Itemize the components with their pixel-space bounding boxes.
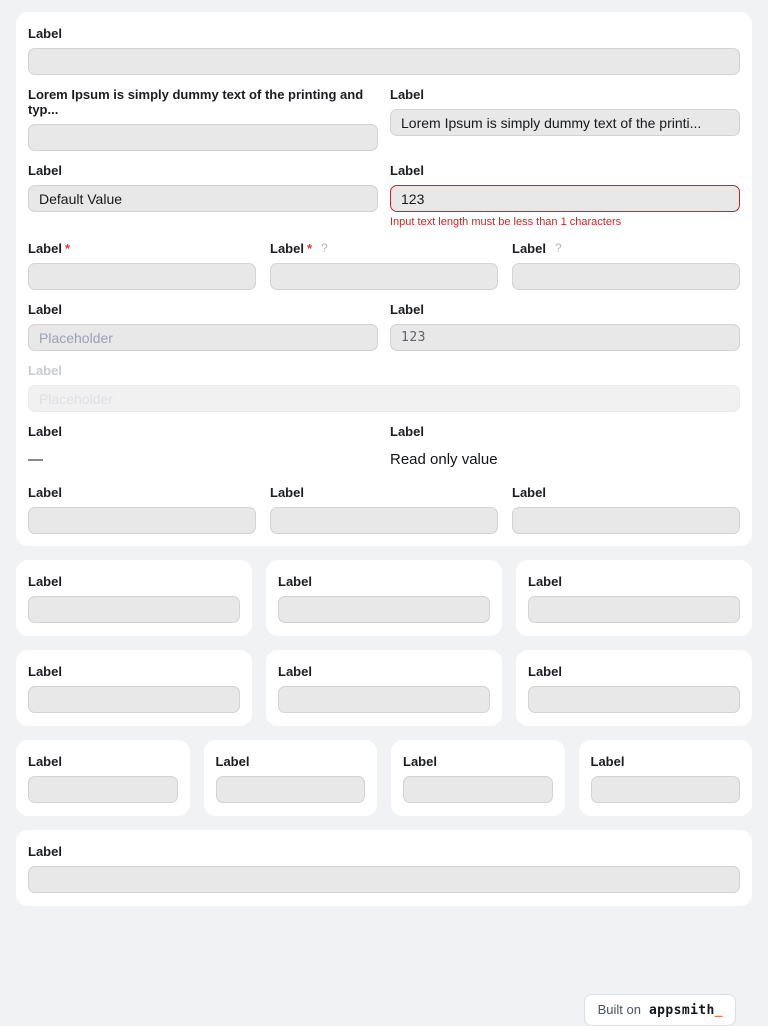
field-required	[28, 241, 256, 290]
field-basic	[28, 26, 740, 75]
label-text: Label	[28, 241, 62, 256]
field-label	[28, 302, 378, 317]
label-text: Label	[28, 163, 62, 178]
field-plain-1	[28, 485, 256, 534]
label-text: Label	[28, 485, 62, 500]
text-input-card-a2[interactable]	[278, 596, 490, 623]
label-text: Label	[28, 664, 62, 679]
form-row-3	[28, 163, 740, 229]
field-tooltip	[512, 241, 740, 290]
field-label	[270, 241, 498, 256]
field-label	[28, 664, 240, 679]
input-card	[266, 560, 502, 636]
label-text: Label	[28, 844, 62, 859]
form-row-1	[28, 26, 740, 75]
text-input-plain-3[interactable]	[512, 507, 740, 534]
form-row-8	[28, 485, 740, 534]
text-input-card-a1[interactable]	[28, 596, 240, 623]
required-asterisk-icon: *	[64, 241, 71, 256]
text-input-basic[interactable]	[28, 48, 740, 75]
input-card	[16, 650, 252, 726]
label-text: Label	[278, 664, 312, 679]
field-label	[528, 574, 740, 589]
label-text: Label	[270, 241, 304, 256]
appsmith-logo-cursor-icon: _	[714, 1003, 723, 1018]
text-input-card-b2[interactable]	[278, 686, 490, 713]
form-row-6	[28, 363, 740, 412]
text-input-long-label[interactable]	[28, 124, 378, 151]
field-label	[28, 363, 740, 378]
field-default-value	[28, 163, 378, 212]
text-input-card-b3[interactable]	[528, 686, 740, 713]
label-text: Label	[390, 87, 424, 102]
footer	[0, 994, 736, 1026]
field-label	[216, 754, 366, 769]
label-text: Label	[28, 26, 62, 41]
field-required-tooltip	[270, 241, 498, 290]
text-input-card-c3[interactable]	[403, 776, 553, 803]
card-row-c	[16, 740, 752, 816]
text-input-card-c1[interactable]	[28, 776, 178, 803]
field-label	[390, 424, 740, 439]
field-error	[390, 163, 740, 229]
text-input-card-b1[interactable]	[28, 686, 240, 713]
label-text: Label	[512, 485, 546, 500]
field-label	[28, 754, 178, 769]
field-placeholder	[28, 302, 378, 351]
form-row-2	[28, 87, 740, 151]
field-label	[28, 485, 256, 500]
text-input-default-value[interactable]	[28, 185, 378, 212]
field-label	[28, 574, 240, 589]
input-card	[266, 650, 502, 726]
input-card	[579, 740, 753, 816]
field-long-label	[28, 87, 378, 151]
text-input-card-c4[interactable]	[591, 776, 741, 803]
text-input-card-c2[interactable]	[216, 776, 366, 803]
text-input-full-width[interactable]	[28, 866, 740, 893]
field-label	[270, 485, 498, 500]
label-text: Lorem Ipsum is simply dummy text of the printing and typ...	[28, 87, 364, 117]
label-text: Label	[28, 363, 62, 378]
input-card	[204, 740, 378, 816]
form-row-7	[28, 424, 740, 473]
label-text: Label	[28, 424, 62, 439]
input-card	[516, 650, 752, 726]
field-disabled	[28, 363, 740, 412]
field-label	[28, 163, 378, 178]
field-label	[403, 754, 553, 769]
field-label	[512, 485, 740, 500]
label-text: Label	[28, 302, 62, 317]
appsmith-logo: appsmith_	[648, 1003, 723, 1018]
text-input-disabled	[28, 385, 740, 412]
canvas	[0, 12, 768, 1026]
field-readonly-empty	[28, 424, 378, 473]
help-icon[interactable]: ?	[554, 241, 562, 255]
field-label	[390, 87, 740, 102]
input-card	[16, 560, 252, 636]
field-label	[512, 241, 740, 256]
label-text: Label	[403, 754, 437, 769]
field-label	[390, 302, 740, 317]
field-label	[278, 664, 490, 679]
text-input-plain-1[interactable]	[28, 507, 256, 534]
field-label	[278, 574, 490, 589]
label-text: Label	[28, 574, 62, 589]
readonly-value: Read only value	[390, 451, 498, 468]
label-text: Label	[390, 424, 424, 439]
text-input-plain-2[interactable]	[270, 507, 498, 534]
input-card	[391, 740, 565, 816]
field-long-value	[390, 87, 740, 136]
number-input[interactable]	[390, 324, 740, 351]
field-plain-2	[270, 485, 498, 534]
text-input-placeholder[interactable]	[28, 324, 378, 351]
required-asterisk-icon: *	[306, 241, 313, 256]
field-number	[390, 302, 740, 351]
text-input-required[interactable]	[28, 263, 256, 290]
input-card	[16, 740, 190, 816]
readonly-empty-value: —	[28, 451, 43, 468]
field-label	[28, 424, 378, 439]
field-plain-3	[512, 485, 740, 534]
full-width-input-card	[16, 830, 752, 906]
field-readonly	[390, 424, 740, 473]
card-row-a	[16, 560, 752, 636]
field-label	[591, 754, 741, 769]
label-text: Label	[390, 302, 424, 317]
label-text: Label	[390, 163, 424, 178]
field-label	[28, 241, 256, 256]
label-text: Label	[528, 664, 562, 679]
text-input-card-a3[interactable]	[528, 596, 740, 623]
form-row-4	[28, 241, 740, 290]
field-label	[28, 87, 378, 117]
built-on-text: Built on	[597, 1002, 641, 1017]
text-input-required-tooltip[interactable]	[270, 263, 498, 290]
text-input-long-value[interactable]	[390, 109, 740, 136]
field-label	[28, 844, 740, 859]
field-label	[528, 664, 740, 679]
label-text: Label	[528, 574, 562, 589]
card-row-b	[16, 650, 752, 726]
text-input-invalid[interactable]	[390, 185, 740, 212]
label-text: Label	[215, 754, 250, 769]
text-input-tooltip[interactable]	[512, 263, 740, 290]
field-label	[390, 163, 740, 178]
label-text: Label	[590, 754, 625, 769]
form-card	[16, 12, 752, 546]
label-text: Label	[270, 485, 304, 500]
field-label	[28, 26, 740, 41]
label-text: Label	[278, 574, 312, 589]
built-on-appsmith-badge[interactable]	[584, 994, 736, 1026]
input-card	[516, 560, 752, 636]
label-text: Label	[28, 754, 62, 769]
help-icon[interactable]: ?	[321, 241, 328, 255]
form-row-5	[28, 302, 740, 351]
validation-error-text: Input text length must be less than 1 characters	[390, 216, 622, 228]
label-text: Label	[512, 241, 546, 256]
